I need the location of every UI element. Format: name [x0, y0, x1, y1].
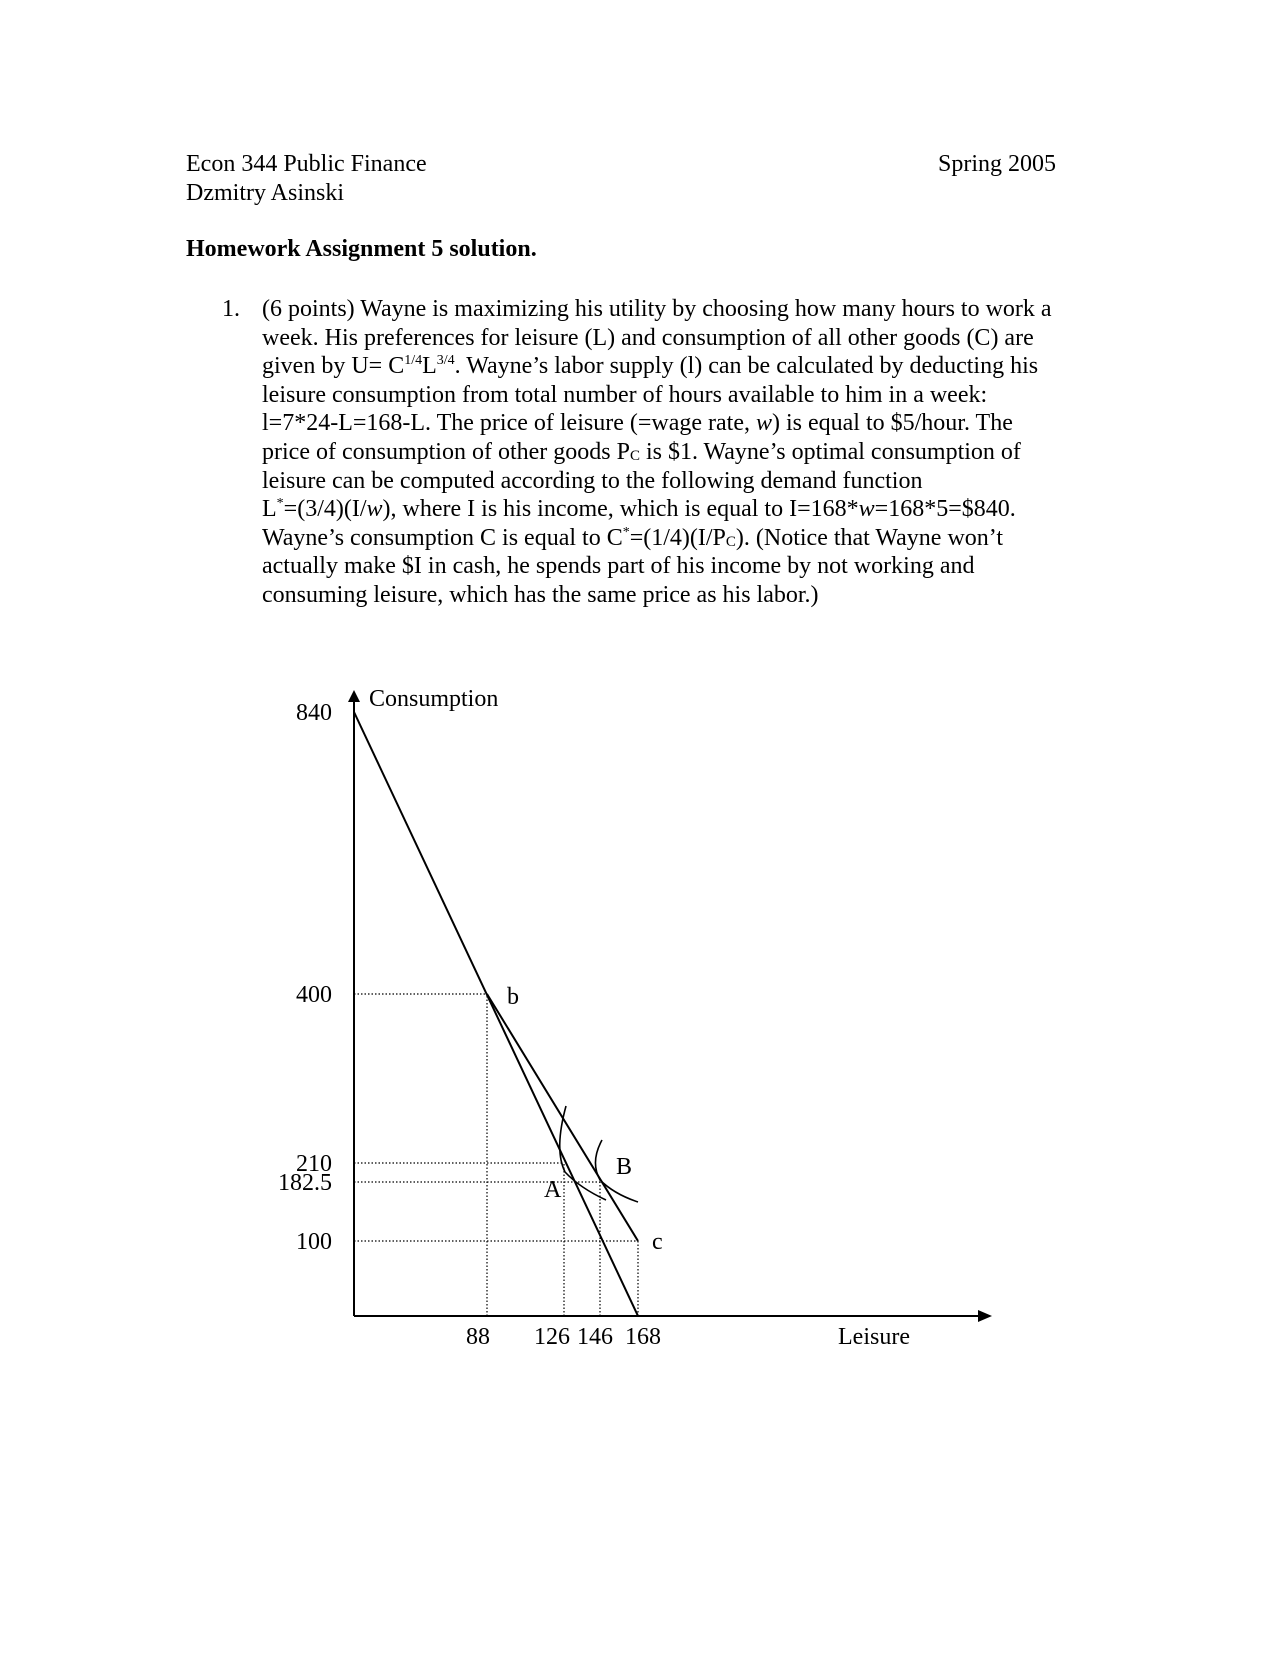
problem-line: Wayne’s consumption C is equal to $C^*=(1/4)(I/P_C)$. (Notice that Wayne won’t: [262, 524, 1004, 551]
problem-line: (6 points) Wayne is maximizing his utility by choosing how many hours to work a: [262, 296, 1052, 322]
y-axis-label: Consumption: [369, 686, 499, 712]
x-tick-label: 88: [466, 1324, 490, 1350]
axes: [348, 690, 992, 1322]
problem-line: leisure can be computed according to the following demand function: [262, 467, 923, 494]
budget-line-before: [354, 712, 638, 1316]
y-tick-label: 210: [296, 1151, 332, 1177]
point-labels: [507, 984, 663, 1255]
assignment-title: Homework Assignment 5 solution.: [186, 236, 537, 262]
problem-line: consuming leisure, which has the same price as his labor.): [262, 581, 819, 608]
x-axis-label: Leisure: [838, 1324, 910, 1350]
budget-lines: [354, 712, 638, 1316]
x-tick-label: 146: [577, 1324, 613, 1350]
x-tick-label: 126: [534, 1324, 570, 1350]
exponent: 3/4: [436, 353, 455, 369]
y-tick-label: 182.5: [278, 1170, 332, 1196]
problem-line: L*=(3/4)(I/w), where I is his income, which is equal to I=168*w=168*5=$840.: [262, 496, 1016, 523]
point-label-b: b: [507, 984, 519, 1010]
x-axis-arrow: [978, 1310, 992, 1322]
reference-lines: [354, 994, 638, 1316]
author-name: Dzmitry Asinski: [186, 180, 345, 206]
exponent: 1/4: [404, 353, 423, 369]
problem-line: week. His preferences for leisure (L) and consumption of all other goods (C) are: [262, 324, 1034, 351]
x-tick-label: 168: [625, 1324, 661, 1350]
indifference-curve-a: [560, 1106, 606, 1200]
point-label-b: B: [616, 1154, 633, 1180]
problem-line: leisure consumption from total number of hours available to him in a week:: [262, 381, 988, 408]
problem-line: price of consumption of other goods $P_C$ is $1. Wayne’s optimal consumption of: [262, 438, 1021, 465]
problem-number: 1.: [222, 296, 240, 322]
tick-labels: [278, 700, 661, 1350]
y-tick-label: 100: [296, 1229, 332, 1255]
problem-line: actually make $I in cash, he spends part of his income by not working and: [262, 553, 975, 580]
y-tick-label: 840: [296, 700, 332, 726]
y-tick-label: 400: [296, 982, 332, 1008]
y-axis-arrow: [348, 690, 360, 702]
course-name: Econ 344 Public Finance: [186, 151, 427, 177]
term-label: Spring 2005: [938, 151, 1057, 177]
problem-line: l=7*24-L=168-L. The price of leisure (=wage rate, w) is equal to $5/hour. The: [262, 410, 1013, 437]
point-label-c: c: [652, 1229, 663, 1255]
point-label-a: A: [544, 1177, 562, 1203]
problem-line: given by $U= C^{1/4}L^{3/4}$. Wayne’s labor supply (l) can be calculated by deducting his: [262, 353, 1039, 380]
